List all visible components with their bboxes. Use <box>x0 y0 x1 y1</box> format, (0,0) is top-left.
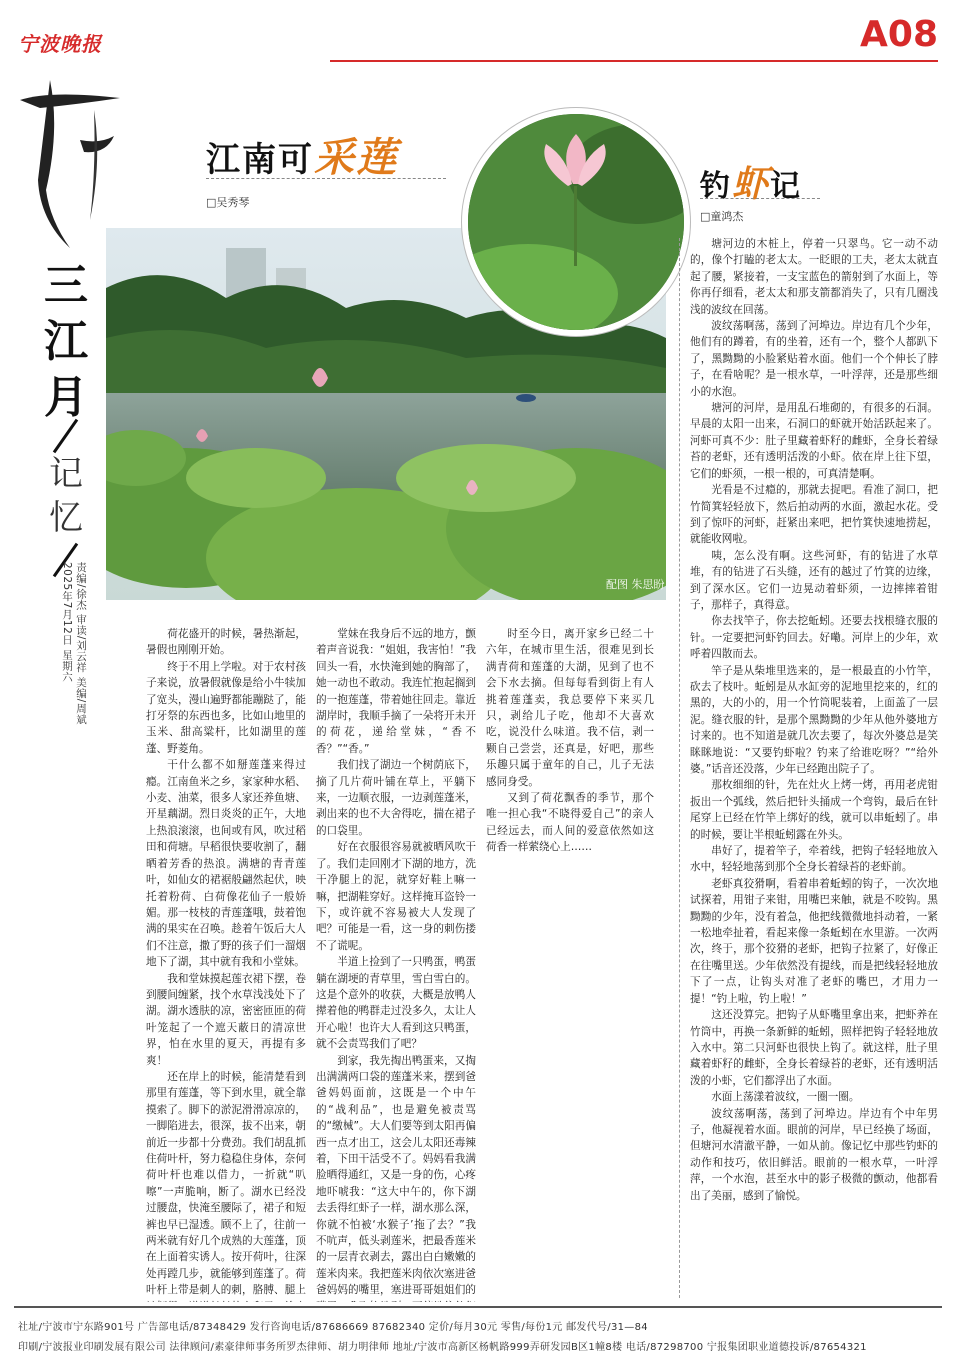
paragraph: 我和堂妹摸起莲衣裙下摆，卷到腰间缠紧，找个水草浅浅处下了湖。湖水透肤的凉，密密匝匝的荷叶笼起了一个遮天蔽日的清凉世界，怕在水里的夏天，再提有多爽！ <box>146 972 306 1067</box>
article2-title: 钓虾记 <box>700 163 803 205</box>
editor-credits: 责编/徐杰 审读/刘云祥 美编/周斌 2025年7月12日 星期六 <box>61 562 87 725</box>
calligraphy-brush-icon <box>10 70 130 250</box>
paragraph: 波纹荡啊荡，荡到了河埠边。岸边有几个少年，他们有的蹲着，有的坐着，还有一个，整个人都趴下了，黑黝黝的小脸紧贴着水面。他们一个个伸长了脖子，在看啥呢？是一根水草，一叶浮萍，还是那些细小的水泡。 <box>690 320 938 398</box>
header-rule <box>330 60 938 62</box>
paragraph: 光看是不过瘾的，那就去捉吧。看准了洞口，把竹简箕轻轻放下，然后拍动两的水面，激起水花。受到了惊吓的河虾，赶紧出来吧，把竹箕快速地捞起，就能收网啦。 <box>690 484 938 546</box>
paragraph: 又到了荷花飘香的季节，那个唯一担心我“不晓得爱自己”的亲人已经远去，而人间的爱意依然如这荷香一样萦绕心上…… <box>486 792 654 854</box>
article1-author: □吴秀琴 <box>206 196 250 209</box>
paragraph: 荷花盛开的时候，暑热渐起，暑假也刚刚开始。 <box>146 628 306 657</box>
article2-body <box>690 236 938 1302</box>
footer-info-line-1: 社址/宁波市宁东路901号 广告部电话/87348429 发行咨询电话/87686669 87682340 定价/每月30元 零售/每份1元 邮发代号/31—84 <box>18 1322 648 1333</box>
paragraph: 那枚细细的针，先在灶火上烤一烤，再用老虎钳扳出一个弧线，然后把针头捅成一个弯钩，最后在针尾穿上已经在竹竿上绑好的线，就可以串蚯蚓了。串的时候，要让半根蚯蚓露在外头。 <box>690 779 938 841</box>
footer-info-line-2: 印刷/宁波报业印刷发展有限公司 法律顾问/素豪律师事务所罗杰律师、胡力明律师 地址/宁波市高新区杨帆路999弄研发园B区1幢8楼 电话/87298700 宁报集团职业道德投诉/87654321 <box>18 1342 867 1353</box>
paragraph: 这还没算完。把钩子从虾嘴里拿出来，把虾养在竹筒中，再换一条新鲜的蚯蚓，照样把钩子轻轻地放入水中。第二只河虾也很快上钩了。就这样，肚子里藏着虾籽的雌虾，全身长着绿苔的老虾，还有透明活泼的小虾，它们都浮出了水面。 <box>690 1009 938 1087</box>
paragraph: 老虾真狡猾啊，看着串着蚯蚓的钩子，一次次地试探着，用钳子来钳，用嘴巴来触，就是不咬钩。黑黝黝的少年，没有着急，他把线微微地抖动着，一紧一松地牵扯着，看起来像一条蚯蚓在水里游。一次两次，终于，那个狡猾的老虾，把钩子拉紧了，好像正在往嘴里送。少年依然没有提线，而是把线轻轻地放下了一点，让钩头对准了老虾的嘴巴，才用力一提！“钓上啦，钓上啦！” <box>690 877 938 1005</box>
paragraph: 堂妹在我身后不远的地方，颤着声音说我：“姐姐，我害怕！”我回头一看，水快淹到她的胸部了，她一动也不敢动。我连忙抱起搁到的一抱莲蓬，带着她往回走。靠近湖岸时，我顺手摘了一朵将开未开的荷花，递给堂妹，“香不香？”“香。” <box>316 628 476 755</box>
article1-column-1 <box>146 626 306 1302</box>
article1-column-2 <box>316 626 476 1302</box>
article2-author: □童鸿杰 <box>700 210 744 223</box>
paragraph: 你去找竿子，你去挖蚯蚓。还要去找根缝衣服的针。一定要把河虾钓回去。好嘞。河岸上的少年，欢呼着四散而去。 <box>690 615 938 661</box>
paragraph: 半道上捡到了一只鸭蛋，鸭蛋躺在湖埂的青草里，雪白雪白的。这是个意外的收获，大概是放鸭人撵着他的鸭群走过没多久，太让人开心啦！也许大人看到这只鸭蛋，就不会责骂我们了吧？ <box>316 956 476 1051</box>
article1-title: 江南可采莲 <box>206 134 398 181</box>
paragraph: 波纹荡啊荡，荡到了河埠边。岸边有个中年男子，他凝视着水面。眼前的河岸，早已经换了场面，但塘河水清澈平静，一如从前。像记忆中那些钓虾的动作和技巧，依旧鲜活。眼前的一根水草，一叶浮萍，一个水泡，甚至水中的影子极微的颤动，他都看出了美丽，感到了愉悦。 <box>690 1107 938 1202</box>
column-divider <box>679 238 680 1298</box>
paragraph: 塘河边的木桩上，停着一只翠鸟。它一动不动的，像个打瞌的老太太。一眨眼的工夫，老太太就直起了腰，紧接着，一支宝蓝色的箭射到了水面上，等你再仔细看，老太太和那支箭都消失了，只有几圈浅浅的波纹在回荡。 <box>690 238 938 316</box>
paragraph: 还在岸上的时候，能清楚看到那里有莲蓬，等下到水里，就全靠摸索了。脚下的淤泥滑滑凉凉的，一脚陷进去，很深，拔不出来，朝前近一步都十分费劲。我们胡乱抓住荷叶杆，努力稳稳住身体，奈何荷叶杆也难以借力，一折就“叭嚓”一声脆响，断了。湖水已经没过腰盘，快淹至腰际了，裙子和短裤也早已湿透。顾不上了，往前一两米就有好几个成熟的大莲蓬，顶在上面着实诱人。按开荷叶，往深处再蹚几步，就能够到莲蓬了。荷叶杆上带是刺人的刺，胳膊、腿上 <box>146 1070 306 1297</box>
footer-rule <box>14 1306 942 1308</box>
article1-column-3 <box>486 626 654 1302</box>
paragraph: 竿子是从柴堆里选来的，是一根最直的小竹竿，砍去了枝叶。蚯蚓是从水缸旁的泥地里挖来的，红的黑的，大的小的，用一个竹筒呢装着，上面盖了一层泥。缝衣服的针，是那个黑黝黝的少年从他外婆地方讨来的。也不知道是就几次去要了，每次外婆总是笑眯眯地说：“又要钓虾啦？钓来了给谁吃呀？”“给外婆。”话音还没落，少年已经跑出院子了。 <box>690 664 938 775</box>
paragraph: 到家，我先掏出鸭蛋来，又掏出满满两口袋的莲蓬米来，摆到爸爸妈妈面前，这既是一个中午的“战利品”，也是避免被责骂的“缴械”。大人们要等到太阳再偏西一点才出工，这会儿太阳还毒辣着，下田干活受不了。妈妈看我满脸晒得通红，又是一身的伤，心疼地吓唬我：“这大中午的，你下湖去丢得红虾子一样，湖水那么深，你就不怕被‘水猴子’拖了去？”我不吭声，低头剥莲米，把最香莲米的一层青衣剥去，露出白白嫩嫩的莲米肉来。我把莲米肉依次塞进爸爸妈妈的嘴里，塞进哥哥姐姐们的 <box>316 1054 476 1297</box>
page-number: A08 <box>860 14 938 55</box>
paragraph: 塘河的河岸，是用乱石堆砌的，有很多的石洞。早晨的太阳一出来，石洞口的虾就开始活跃起来了。河虾可真不少：肚子里藏着虾籽的雌虾，全身长着绿苔的老虾，还有透明活泼的小虾。依在岸上往下望，它们的虾须，一根一根的，可真清楚啊。 <box>690 402 938 480</box>
masthead-logo: 宁波晚报 <box>18 32 102 56</box>
paragraph: 干什么都不如掰莲蓬来得过瘾。江南鱼米之乡，家家种水稻、小麦、油菜，很多人家还养鱼塘、开星藕湖。烈日炎炎的正午，大地上热浪滚滚，也间或有风，吹过稻田和荷塘。早稻很快要收割了，翻晒着芳香的热浪。满塘的青青莲叶，如仙女的裙裾般翩然起伏，映托着粉荷、白荷像花仙子一般娇媚。那一枝枝的青莲蓬哦，鼓着饱满的果实在召唤。趁着午饭后大人们不注意，撒了野的孩子们一溜烟地下了湖，其中就有我和小堂妹。 <box>146 759 306 969</box>
paragraph: 串好了，提着竿子，牵着线，把钩子轻轻地放入水中，轻轻地荡到那个全身长着绿苔的老虾前。 <box>690 845 938 874</box>
photo-caption: 配图 朱思盼 <box>606 578 665 591</box>
paragraph: 水面上荡漾着波纹，一圈一圈。 <box>711 1091 860 1104</box>
paragraph: 我们找了湖边一个树荫底下，摘了几片荷叶铺在草上，平躺下来，一边顺衣服，一边剥莲蓬米，剥出来的也不大舍得吃，揣在裙子的口袋里。 <box>316 759 476 837</box>
title-rule <box>700 198 820 199</box>
column-subtitle: 记 忆 <box>49 454 83 538</box>
paragraph: 咦，怎么没有啊。这些河虾，有的钻进了水草堆，有的钻进了石头缝，还有的越过了竹箕的边缘，到了深水区。它们一边晃动着虾须，一边摔摔着钳子，那样子，真得意。 <box>690 549 938 611</box>
paragraph: 好在衣服很容易就被晒风吹干了。我们走回刚才下湖的地方，洗干净腿上的泥，就穿好鞋上嘛一嘛，把湖鞋穿好。这样掩耳盗铃一下，或许就不容易被大人发现了吧？可能是一看，这一身的刺伤搂不了谎呢。 <box>316 841 476 952</box>
paragraph: 终于不用上学啦。对于农村孩子来说，放暑假就像是给小牛犊加了宽头，漫山遍野都能蹦跶了，能打牙祭的东西也多，比如山地里的玉米、甜高粱杆，比如湖里的莲蓬、野菱角。 <box>146 660 306 755</box>
column-title: 三 江 月 <box>44 260 88 423</box>
paragraph: 时至今日，离开家乡已经二十六年，在城市里生活，很难见到长满青荷和莲蓬的大湖，见到了也不会下水去摘。但每每看到街上有人挑着莲蓬卖，我总要停下来买几只，剥给儿子吃，他却不大喜欢吃，说没什么味道。我不信，剥一颗自己尝尝，还真是，好吧，那些乐趣只属于童年的自己，儿子无法感同身受。 <box>486 628 654 788</box>
title-rule <box>206 178 446 179</box>
lotus-flower-photo <box>462 108 690 336</box>
